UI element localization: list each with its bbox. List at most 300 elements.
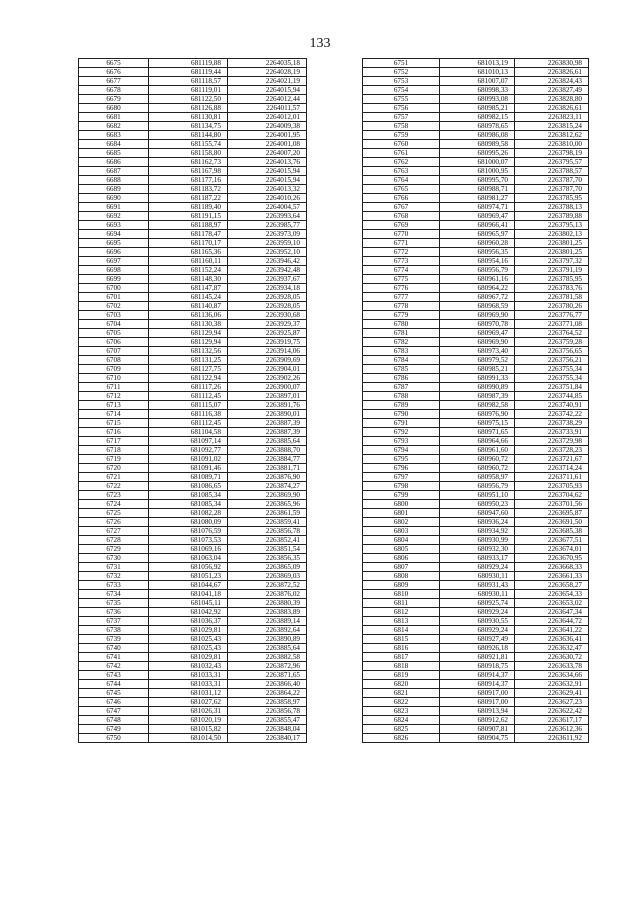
table-row bbox=[79, 392, 307, 401]
point-number-cell: 6795 bbox=[363, 455, 440, 464]
x-coordinate-cell: 681020,19 bbox=[149, 716, 228, 725]
table-row bbox=[363, 473, 589, 482]
table-row bbox=[363, 608, 589, 617]
y-coordinate-cell: 2263890,89 bbox=[228, 635, 307, 644]
point-number-cell: 6694 bbox=[79, 230, 149, 239]
point-number-cell: 6683 bbox=[79, 131, 149, 140]
point-number-cell: 6809 bbox=[363, 581, 440, 590]
table-row bbox=[363, 203, 589, 212]
y-coordinate-cell: 2263744,85 bbox=[515, 392, 589, 401]
y-coordinate-cell: 2263848,04 bbox=[228, 725, 307, 734]
y-coordinate-cell: 2263826,61 bbox=[515, 68, 589, 77]
table-row bbox=[79, 239, 307, 248]
y-coordinate-cell: 2263714,24 bbox=[515, 464, 589, 473]
x-coordinate-cell: 680995,70 bbox=[440, 176, 515, 185]
y-coordinate-cell: 2263900,07 bbox=[228, 383, 307, 392]
y-coordinate-cell: 2264013,32 bbox=[228, 185, 307, 194]
x-coordinate-cell: 681031,12 bbox=[149, 689, 228, 698]
point-number-cell: 6811 bbox=[363, 599, 440, 608]
point-number-cell: 6685 bbox=[79, 149, 149, 158]
y-coordinate-cell: 2263946,42 bbox=[228, 257, 307, 266]
table-row bbox=[79, 194, 307, 203]
point-number-cell: 6760 bbox=[363, 140, 440, 149]
y-coordinate-cell: 2264012,44 bbox=[228, 95, 307, 104]
x-coordinate-cell: 680921,81 bbox=[440, 653, 515, 662]
x-coordinate-cell: 680965,97 bbox=[440, 230, 515, 239]
y-coordinate-cell: 2263925,87 bbox=[228, 329, 307, 338]
table-row bbox=[363, 230, 589, 239]
x-coordinate-cell: 681130,38 bbox=[149, 320, 228, 329]
point-number-cell: 6749 bbox=[79, 725, 149, 734]
x-coordinate-cell: 681140,87 bbox=[149, 302, 228, 311]
y-coordinate-cell: 2264035,18 bbox=[228, 59, 307, 68]
x-coordinate-cell: 680960,72 bbox=[440, 464, 515, 473]
x-coordinate-cell: 681025,43 bbox=[149, 635, 228, 644]
point-number-cell: 6733 bbox=[79, 581, 149, 590]
table-row bbox=[363, 572, 589, 581]
y-coordinate-cell: 2263855,47 bbox=[228, 716, 307, 725]
table-row bbox=[363, 644, 589, 653]
table-row bbox=[79, 536, 307, 545]
x-coordinate-cell: 680929,24 bbox=[440, 608, 515, 617]
point-number-cell: 6800 bbox=[363, 500, 440, 509]
point-number-cell: 6706 bbox=[79, 338, 149, 347]
x-coordinate-cell: 681148,30 bbox=[149, 275, 228, 284]
y-coordinate-cell: 2263629,41 bbox=[515, 689, 589, 698]
table-row bbox=[363, 509, 589, 518]
x-coordinate-cell: 680947,60 bbox=[440, 509, 515, 518]
x-coordinate-cell: 681041,18 bbox=[149, 590, 228, 599]
y-coordinate-cell: 2263865,09 bbox=[228, 563, 307, 572]
y-coordinate-cell: 2263802,13 bbox=[515, 230, 589, 239]
point-number-cell: 6794 bbox=[363, 446, 440, 455]
point-number-cell: 6690 bbox=[79, 194, 149, 203]
table-row bbox=[363, 383, 589, 392]
table-row bbox=[363, 680, 589, 689]
x-coordinate-cell: 681042,92 bbox=[149, 608, 228, 617]
x-coordinate-cell: 681032,43 bbox=[149, 662, 228, 671]
point-number-cell: 6732 bbox=[79, 572, 149, 581]
table-row bbox=[363, 437, 589, 446]
table-row bbox=[79, 419, 307, 428]
table-row bbox=[79, 374, 307, 383]
y-coordinate-cell: 2263632,47 bbox=[515, 644, 589, 653]
table-row bbox=[363, 401, 589, 410]
y-coordinate-cell: 2263740,91 bbox=[515, 401, 589, 410]
x-coordinate-cell: 680960,72 bbox=[440, 455, 515, 464]
point-number-cell: 6805 bbox=[363, 545, 440, 554]
y-coordinate-cell: 2263633,78 bbox=[515, 662, 589, 671]
table-row bbox=[363, 167, 589, 176]
y-coordinate-cell: 2264011,57 bbox=[228, 104, 307, 113]
x-coordinate-cell: 680930,11 bbox=[440, 572, 515, 581]
table-row bbox=[363, 320, 589, 329]
point-number-cell: 6752 bbox=[363, 68, 440, 77]
x-coordinate-cell: 681136,06 bbox=[149, 311, 228, 320]
x-coordinate-cell: 681063,04 bbox=[149, 554, 228, 563]
table-row bbox=[79, 689, 307, 698]
point-number-cell: 6743 bbox=[79, 671, 149, 680]
point-number-cell: 6726 bbox=[79, 518, 149, 527]
x-coordinate-cell: 681000,07 bbox=[440, 158, 515, 167]
table-row bbox=[363, 266, 589, 275]
x-coordinate-cell: 681147,87 bbox=[149, 284, 228, 293]
y-coordinate-cell: 2263934,18 bbox=[228, 284, 307, 293]
y-coordinate-cell: 2263856,35 bbox=[228, 554, 307, 563]
table-row bbox=[79, 707, 307, 716]
x-coordinate-cell: 680931,43 bbox=[440, 581, 515, 590]
y-coordinate-cell: 2263889,14 bbox=[228, 617, 307, 626]
x-coordinate-cell: 681036,37 bbox=[149, 617, 228, 626]
table-row bbox=[363, 176, 589, 185]
y-coordinate-cell: 2263904,01 bbox=[228, 365, 307, 374]
point-number-cell: 6768 bbox=[363, 212, 440, 221]
point-number-cell: 6675 bbox=[79, 59, 149, 68]
table-row bbox=[79, 140, 307, 149]
y-coordinate-cell: 2263622,42 bbox=[515, 707, 589, 716]
point-number-cell: 6814 bbox=[363, 626, 440, 635]
y-coordinate-cell: 2263654,33 bbox=[515, 590, 589, 599]
point-number-cell: 6724 bbox=[79, 500, 149, 509]
y-coordinate-cell: 2263887,39 bbox=[228, 419, 307, 428]
point-number-cell: 6692 bbox=[79, 212, 149, 221]
point-number-cell: 6723 bbox=[79, 491, 149, 500]
point-number-cell: 6774 bbox=[363, 266, 440, 275]
y-coordinate-cell: 2263798,19 bbox=[515, 149, 589, 158]
point-number-cell: 6782 bbox=[363, 338, 440, 347]
point-number-cell: 6788 bbox=[363, 392, 440, 401]
table-row bbox=[79, 725, 307, 734]
y-coordinate-cell: 2263756,21 bbox=[515, 356, 589, 365]
y-coordinate-cell: 2263630,72 bbox=[515, 653, 589, 662]
y-coordinate-cell: 2264009,38 bbox=[228, 122, 307, 131]
point-number-cell: 6762 bbox=[363, 158, 440, 167]
x-coordinate-cell: 680969,47 bbox=[440, 212, 515, 221]
x-coordinate-cell: 680995,26 bbox=[440, 149, 515, 158]
point-number-cell: 6747 bbox=[79, 707, 149, 716]
table-row bbox=[79, 122, 307, 131]
x-coordinate-cell: 680960,28 bbox=[440, 239, 515, 248]
y-coordinate-cell: 2263756,65 bbox=[515, 347, 589, 356]
point-number-cell: 6810 bbox=[363, 590, 440, 599]
table-row bbox=[79, 464, 307, 473]
x-coordinate-cell: 681092,77 bbox=[149, 446, 228, 455]
y-coordinate-cell: 2263789,88 bbox=[515, 212, 589, 221]
point-number-cell: 6725 bbox=[79, 509, 149, 518]
point-number-cell: 6790 bbox=[363, 410, 440, 419]
point-number-cell: 6816 bbox=[363, 644, 440, 653]
x-coordinate-cell: 681033,31 bbox=[149, 671, 228, 680]
y-coordinate-cell: 2263929,37 bbox=[228, 320, 307, 329]
point-number-cell: 6806 bbox=[363, 554, 440, 563]
y-coordinate-cell: 2263685,38 bbox=[515, 527, 589, 536]
table-row bbox=[363, 464, 589, 473]
point-number-cell: 6704 bbox=[79, 320, 149, 329]
point-number-cell: 6684 bbox=[79, 140, 149, 149]
table-row bbox=[363, 293, 589, 302]
y-coordinate-cell: 2263856,78 bbox=[228, 527, 307, 536]
x-coordinate-cell: 681118,57 bbox=[149, 77, 228, 86]
point-number-cell: 6744 bbox=[79, 680, 149, 689]
y-coordinate-cell: 2264015,94 bbox=[228, 86, 307, 95]
y-coordinate-cell: 2263711,61 bbox=[515, 473, 589, 482]
y-coordinate-cell: 2263876,90 bbox=[228, 473, 307, 482]
y-coordinate-cell: 2263851,54 bbox=[228, 545, 307, 554]
table-row bbox=[79, 176, 307, 185]
y-coordinate-cell: 2263973,09 bbox=[228, 230, 307, 239]
point-number-cell: 6754 bbox=[363, 86, 440, 95]
y-coordinate-cell: 2263634,66 bbox=[515, 671, 589, 680]
x-coordinate-cell: 681115,07 bbox=[149, 401, 228, 410]
x-coordinate-cell: 681085,34 bbox=[149, 500, 228, 509]
y-coordinate-cell: 2263701,56 bbox=[515, 500, 589, 509]
x-coordinate-cell: 681029,81 bbox=[149, 626, 228, 635]
y-coordinate-cell: 2263759,28 bbox=[515, 338, 589, 347]
point-number-cell: 6757 bbox=[363, 113, 440, 122]
y-coordinate-cell: 2263785,95 bbox=[515, 275, 589, 284]
page-number: 133 bbox=[309, 36, 331, 51]
x-coordinate-cell: 680956,35 bbox=[440, 248, 515, 257]
y-coordinate-cell: 2263704,62 bbox=[515, 491, 589, 500]
y-coordinate-cell: 2263632,91 bbox=[515, 680, 589, 689]
point-number-cell: 6735 bbox=[79, 599, 149, 608]
table-row bbox=[363, 122, 589, 131]
x-coordinate-cell: 681029,81 bbox=[149, 653, 228, 662]
table-row bbox=[79, 320, 307, 329]
x-coordinate-cell: 680912,62 bbox=[440, 716, 515, 725]
x-coordinate-cell: 680958,97 bbox=[440, 473, 515, 482]
x-coordinate-cell: 681119,88 bbox=[149, 59, 228, 68]
point-number-cell: 6679 bbox=[79, 95, 149, 104]
table-row bbox=[79, 482, 307, 491]
y-coordinate-cell: 2263611,92 bbox=[515, 734, 589, 743]
table-row bbox=[363, 581, 589, 590]
x-coordinate-cell: 681069,16 bbox=[149, 545, 228, 554]
x-coordinate-cell: 680985,21 bbox=[440, 365, 515, 374]
table-row bbox=[79, 572, 307, 581]
point-number-cell: 6818 bbox=[363, 662, 440, 671]
point-number-cell: 6738 bbox=[79, 626, 149, 635]
point-number-cell: 6746 bbox=[79, 698, 149, 707]
point-number-cell: 6705 bbox=[79, 329, 149, 338]
x-coordinate-cell: 680968,59 bbox=[440, 302, 515, 311]
y-coordinate-cell: 2263658,27 bbox=[515, 581, 589, 590]
point-number-cell: 6745 bbox=[79, 689, 149, 698]
x-coordinate-cell: 680961,16 bbox=[440, 275, 515, 284]
x-coordinate-cell: 680914,37 bbox=[440, 680, 515, 689]
x-coordinate-cell: 681191,15 bbox=[149, 212, 228, 221]
point-number-cell: 6786 bbox=[363, 374, 440, 383]
point-number-cell: 6772 bbox=[363, 248, 440, 257]
table-row bbox=[363, 653, 589, 662]
y-coordinate-cell: 2263959,10 bbox=[228, 239, 307, 248]
x-coordinate-cell: 680974,71 bbox=[440, 203, 515, 212]
y-coordinate-cell: 2263880,39 bbox=[228, 599, 307, 608]
x-coordinate-cell: 681104,58 bbox=[149, 428, 228, 437]
point-number-cell: 6812 bbox=[363, 608, 440, 617]
table-row bbox=[79, 167, 307, 176]
point-number-cell: 6779 bbox=[363, 311, 440, 320]
table-row bbox=[363, 140, 589, 149]
table-row bbox=[363, 698, 589, 707]
x-coordinate-cell: 680993,08 bbox=[440, 95, 515, 104]
x-coordinate-cell: 681080,09 bbox=[149, 518, 228, 527]
table-row bbox=[363, 185, 589, 194]
table-row bbox=[363, 158, 589, 167]
table-row bbox=[363, 563, 589, 572]
point-number-cell: 6734 bbox=[79, 590, 149, 599]
y-coordinate-cell: 2263883,89 bbox=[228, 608, 307, 617]
x-coordinate-cell: 681129,94 bbox=[149, 329, 228, 338]
x-coordinate-cell: 680985,21 bbox=[440, 104, 515, 113]
y-coordinate-cell: 2264001,08 bbox=[228, 140, 307, 149]
x-coordinate-cell: 681131,25 bbox=[149, 356, 228, 365]
point-number-cell: 6689 bbox=[79, 185, 149, 194]
y-coordinate-cell: 2263661,33 bbox=[515, 572, 589, 581]
x-coordinate-cell: 680913,94 bbox=[440, 707, 515, 716]
point-number-cell: 6807 bbox=[363, 563, 440, 572]
point-number-cell: 6728 bbox=[79, 536, 149, 545]
x-coordinate-cell: 681044,67 bbox=[149, 581, 228, 590]
y-coordinate-cell: 2263993,64 bbox=[228, 212, 307, 221]
table-row bbox=[363, 527, 589, 536]
point-number-cell: 6792 bbox=[363, 428, 440, 437]
table-row bbox=[363, 671, 589, 680]
x-coordinate-cell: 680956,79 bbox=[440, 482, 515, 491]
x-coordinate-cell: 681097,14 bbox=[149, 437, 228, 446]
y-coordinate-cell: 2263914,06 bbox=[228, 347, 307, 356]
point-number-cell: 6791 bbox=[363, 419, 440, 428]
x-coordinate-cell: 680954,16 bbox=[440, 257, 515, 266]
table-row bbox=[79, 491, 307, 500]
table-row bbox=[79, 644, 307, 653]
y-coordinate-cell: 2263627,23 bbox=[515, 698, 589, 707]
point-number-cell: 6825 bbox=[363, 725, 440, 734]
point-number-cell: 6804 bbox=[363, 536, 440, 545]
y-coordinate-cell: 2263691,50 bbox=[515, 518, 589, 527]
table-row bbox=[363, 95, 589, 104]
y-coordinate-cell: 2263755,34 bbox=[515, 365, 589, 374]
y-coordinate-cell: 2263670,95 bbox=[515, 554, 589, 563]
table-row bbox=[363, 194, 589, 203]
point-number-cell: 6688 bbox=[79, 176, 149, 185]
table-row bbox=[363, 599, 589, 608]
y-coordinate-cell: 2263937,67 bbox=[228, 275, 307, 284]
x-coordinate-cell: 681015,82 bbox=[149, 725, 228, 734]
table-row bbox=[363, 455, 589, 464]
point-number-cell: 6677 bbox=[79, 77, 149, 86]
y-coordinate-cell: 2263795,57 bbox=[515, 158, 589, 167]
point-number-cell: 6751 bbox=[363, 59, 440, 68]
table-row bbox=[79, 95, 307, 104]
table-row bbox=[79, 509, 307, 518]
y-coordinate-cell: 2263824,43 bbox=[515, 77, 589, 86]
x-coordinate-cell: 680951,10 bbox=[440, 491, 515, 500]
point-number-cell: 6764 bbox=[363, 176, 440, 185]
table-row bbox=[363, 482, 589, 491]
table-row bbox=[79, 410, 307, 419]
x-coordinate-cell: 680976,90 bbox=[440, 410, 515, 419]
y-coordinate-cell: 2264021,19 bbox=[228, 77, 307, 86]
table-row bbox=[79, 617, 307, 626]
point-number-cell: 6785 bbox=[363, 365, 440, 374]
y-coordinate-cell: 2263871,65 bbox=[228, 671, 307, 680]
point-number-cell: 6721 bbox=[79, 473, 149, 482]
y-coordinate-cell: 2263617,17 bbox=[515, 716, 589, 725]
y-coordinate-cell: 2263885,64 bbox=[228, 644, 307, 653]
table-row bbox=[363, 626, 589, 635]
y-coordinate-cell: 2263952,10 bbox=[228, 248, 307, 257]
point-number-cell: 6797 bbox=[363, 473, 440, 482]
y-coordinate-cell: 2264015,94 bbox=[228, 176, 307, 185]
x-coordinate-cell: 681112,45 bbox=[149, 392, 228, 401]
point-number-cell: 6753 bbox=[363, 77, 440, 86]
y-coordinate-cell: 2263783,76 bbox=[515, 284, 589, 293]
table-row bbox=[79, 716, 307, 725]
point-number-cell: 6789 bbox=[363, 401, 440, 410]
point-number-cell: 6737 bbox=[79, 617, 149, 626]
point-number-cell: 6678 bbox=[79, 86, 149, 95]
table-row bbox=[79, 590, 307, 599]
table-row bbox=[79, 77, 307, 86]
point-number-cell: 6697 bbox=[79, 257, 149, 266]
x-coordinate-cell: 681178,47 bbox=[149, 230, 228, 239]
x-coordinate-cell: 681112,45 bbox=[149, 419, 228, 428]
table-row bbox=[363, 689, 589, 698]
point-number-cell: 6709 bbox=[79, 365, 149, 374]
y-coordinate-cell: 2263636,41 bbox=[515, 635, 589, 644]
y-coordinate-cell: 2263882,58 bbox=[228, 653, 307, 662]
table-row bbox=[79, 248, 307, 257]
x-coordinate-cell: 680970,78 bbox=[440, 320, 515, 329]
coordinates-table-right bbox=[362, 58, 589, 743]
y-coordinate-cell: 2264015,94 bbox=[228, 167, 307, 176]
y-coordinate-cell: 2263738,29 bbox=[515, 419, 589, 428]
table-row bbox=[79, 356, 307, 365]
table-row bbox=[363, 734, 589, 743]
y-coordinate-cell: 2264001,95 bbox=[228, 131, 307, 140]
point-number-cell: 6823 bbox=[363, 707, 440, 716]
point-number-cell: 6821 bbox=[363, 689, 440, 698]
x-coordinate-cell: 680925,74 bbox=[440, 599, 515, 608]
table-row bbox=[79, 230, 307, 239]
table-row bbox=[79, 347, 307, 356]
y-coordinate-cell: 2263985,77 bbox=[228, 221, 307, 230]
point-number-cell: 6676 bbox=[79, 68, 149, 77]
y-coordinate-cell: 2263776,77 bbox=[515, 311, 589, 320]
x-coordinate-cell: 680961,60 bbox=[440, 446, 515, 455]
point-number-cell: 6698 bbox=[79, 266, 149, 275]
point-number-cell: 6781 bbox=[363, 329, 440, 338]
x-coordinate-cell: 680989,58 bbox=[440, 140, 515, 149]
x-coordinate-cell: 680981,27 bbox=[440, 194, 515, 203]
table-row bbox=[79, 185, 307, 194]
y-coordinate-cell: 2263881,71 bbox=[228, 464, 307, 473]
table-row bbox=[363, 410, 589, 419]
point-number-cell: 6742 bbox=[79, 662, 149, 671]
point-number-cell: 6710 bbox=[79, 374, 149, 383]
x-coordinate-cell: 680988,71 bbox=[440, 185, 515, 194]
point-number-cell: 6756 bbox=[363, 104, 440, 113]
table-row bbox=[363, 284, 589, 293]
table-row bbox=[363, 446, 589, 455]
table-row bbox=[79, 545, 307, 554]
y-coordinate-cell: 2263884,77 bbox=[228, 455, 307, 464]
y-coordinate-cell: 2263751,84 bbox=[515, 383, 589, 392]
y-coordinate-cell: 2263869,03 bbox=[228, 572, 307, 581]
x-coordinate-cell: 680956,79 bbox=[440, 266, 515, 275]
x-coordinate-cell: 681033,31 bbox=[149, 680, 228, 689]
